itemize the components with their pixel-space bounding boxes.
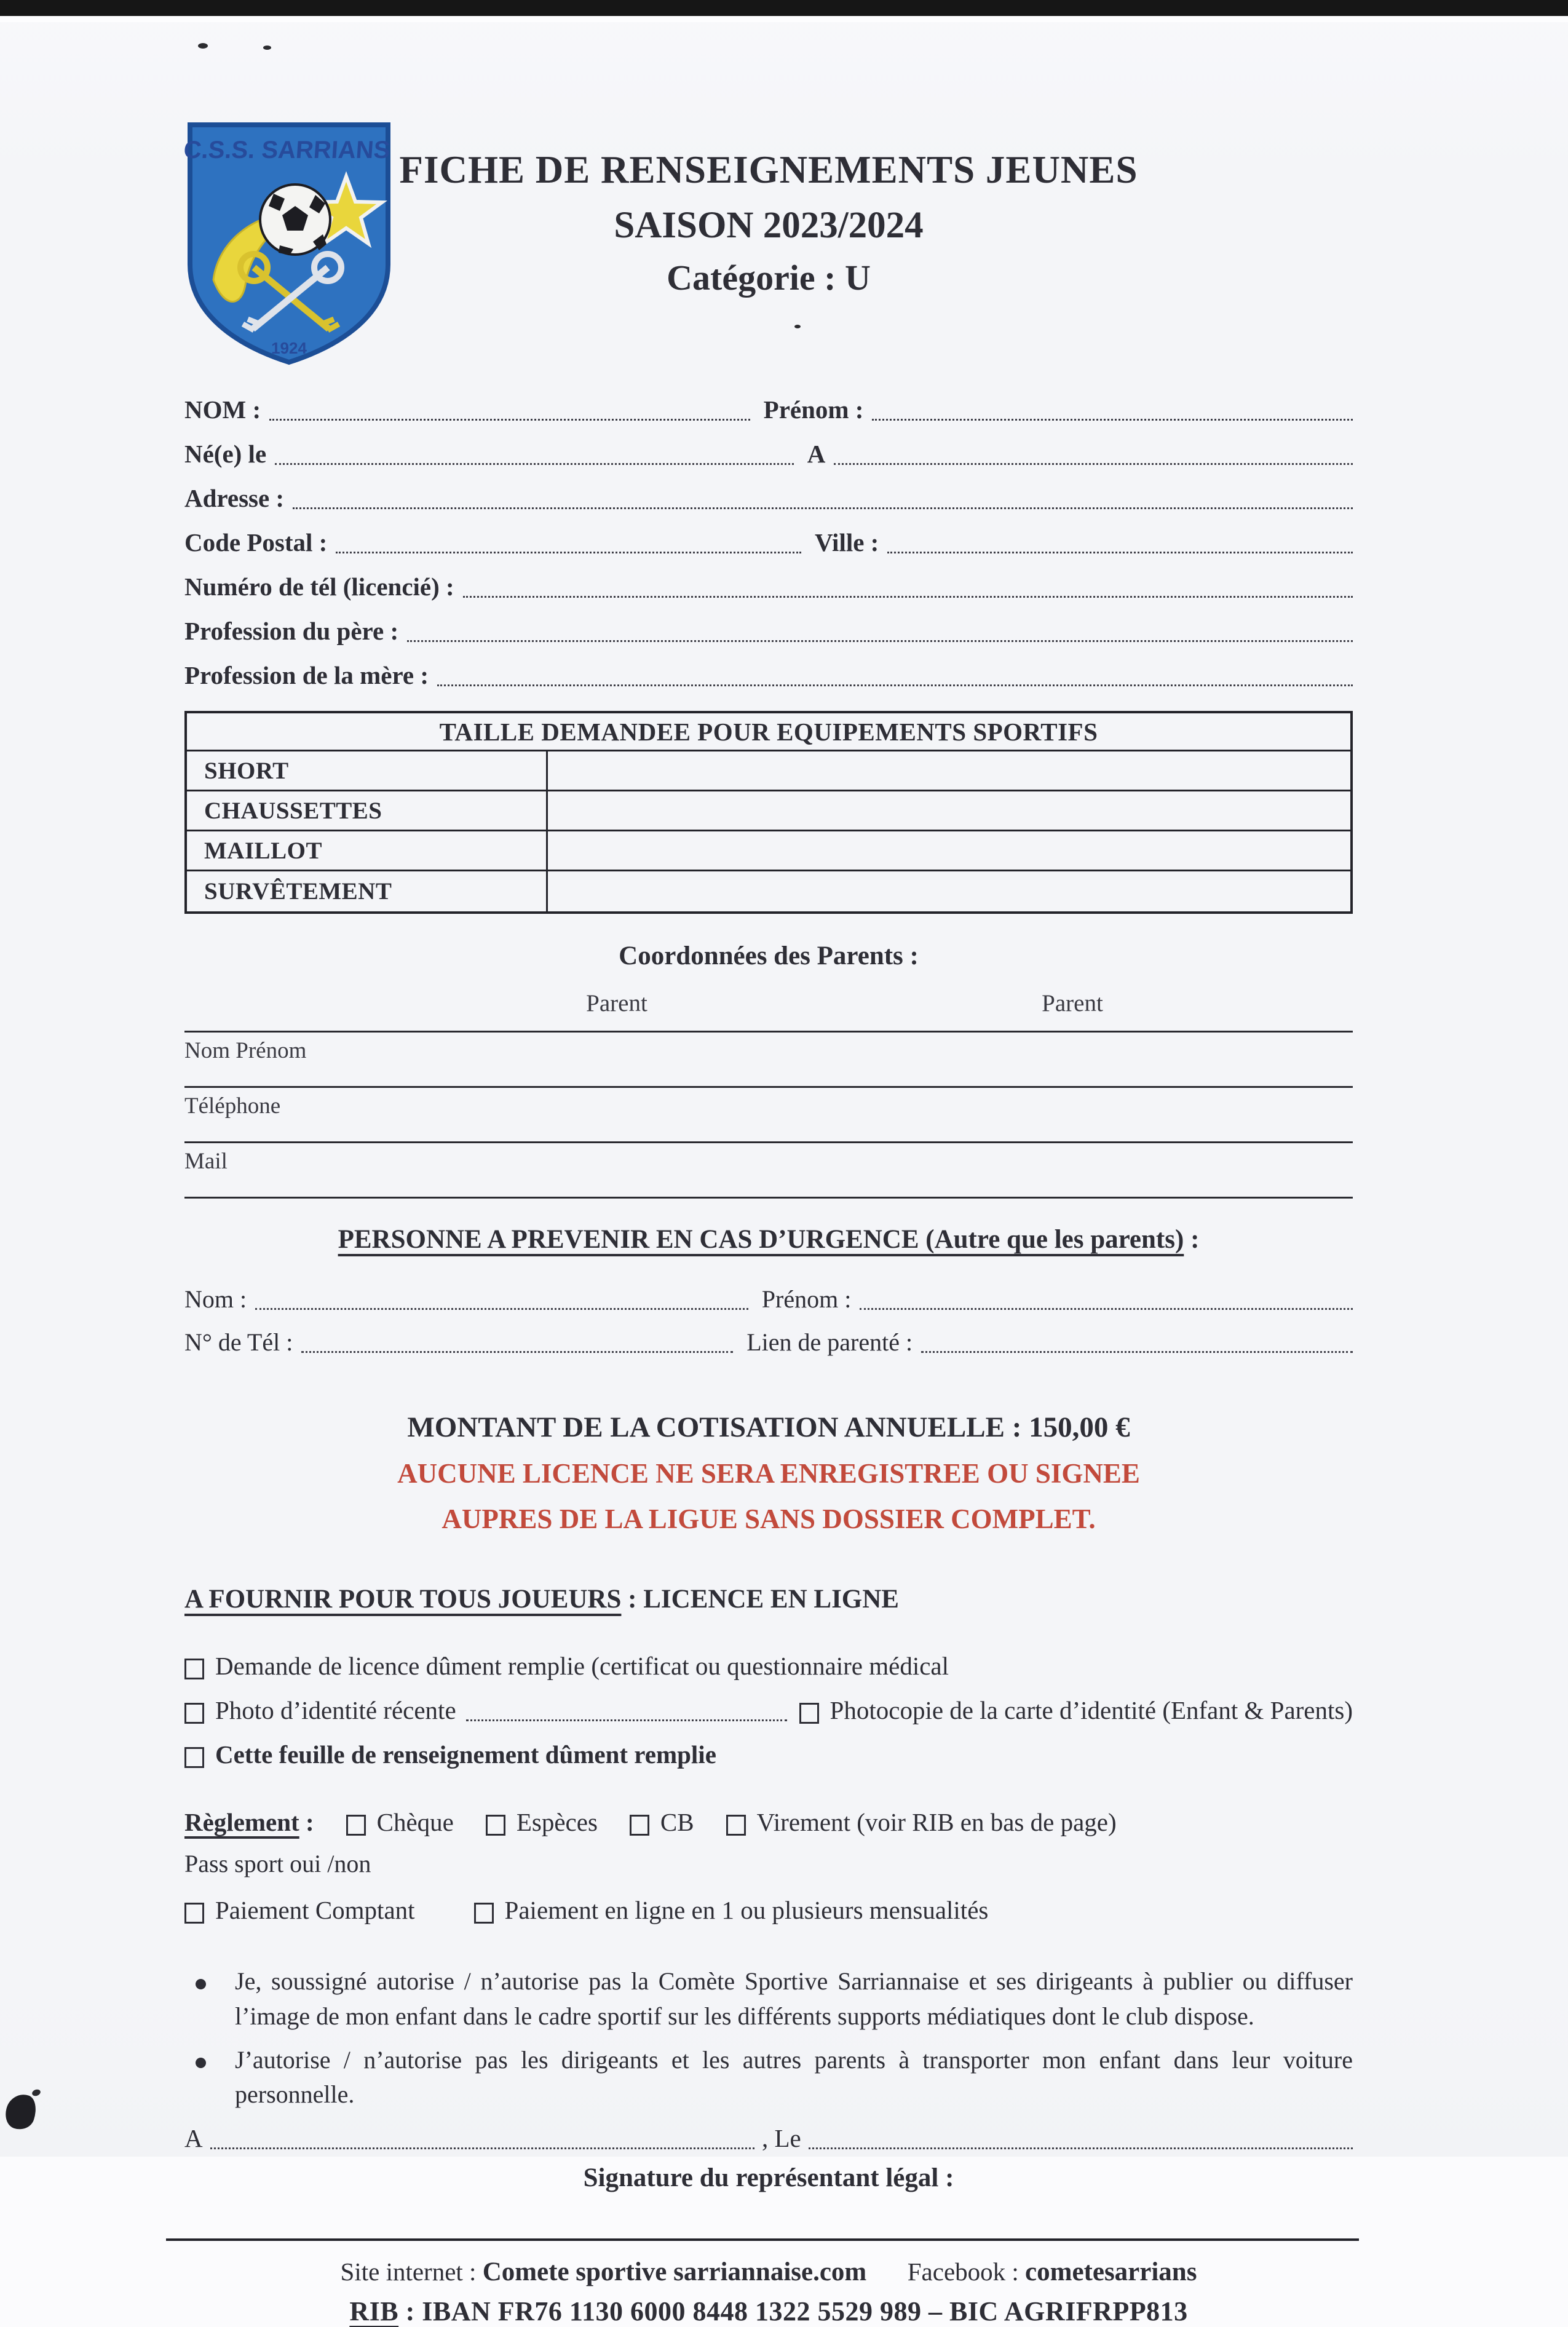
survetement-size-cell[interactable] bbox=[548, 871, 1350, 911]
row-emergency-nom bbox=[184, 1271, 1353, 1314]
parents-nom-label: Nom Prénom bbox=[184, 1038, 307, 1063]
le-label: , Le bbox=[761, 2124, 801, 2153]
parents-mail-label: Mail bbox=[184, 1149, 228, 1174]
cb-label: CB bbox=[660, 1808, 694, 1836]
authorization-image-bullet: Je, soussigné autorise / n’autorise pas la Comète Sportive Sarriannaise et ses dirigeants à publier ou diffuser l’image de mon enfant dans le cadre sportif sur les différents supports médiatiques dont le club dispose. bbox=[184, 1964, 1353, 2034]
ville-fill-line[interactable] bbox=[887, 525, 1353, 553]
parent2-column-header: Parent bbox=[1042, 990, 1103, 1017]
emergency-prenom-label: Prénom : bbox=[761, 1285, 852, 1313]
option-especes bbox=[486, 1807, 598, 1837]
prenom-fill-line[interactable] bbox=[872, 392, 1353, 421]
ville-label: Ville : bbox=[814, 528, 879, 557]
emergency-nom-fill-line[interactable] bbox=[255, 1282, 748, 1310]
documents-heading-suffix: : LICENCE EN LIGNE bbox=[621, 1585, 899, 1614]
code-postal-fill-line[interactable] bbox=[336, 525, 801, 553]
rib-label: RIB bbox=[349, 2296, 399, 2327]
cheque-label: Chèque bbox=[376, 1808, 454, 1836]
signature-label: Signature du représentant légal : bbox=[583, 2163, 954, 2193]
emergency-contact-section bbox=[184, 1224, 1353, 1357]
photo-item-label: Photo d’identité récente bbox=[215, 1696, 456, 1724]
authorizations-section bbox=[184, 1964, 1353, 2193]
option-comptant bbox=[184, 1895, 415, 1925]
nom-fill-line[interactable] bbox=[269, 392, 750, 421]
parents-section-title: Coordonnées des Parents : bbox=[619, 942, 919, 970]
feuille-item-label: Cette feuille de renseignement dûment remplie bbox=[215, 1740, 716, 1769]
facebook-handle[interactable]: cometesarrians bbox=[1025, 2258, 1197, 2287]
footer-rib-line bbox=[184, 2296, 1353, 2327]
parents-column-headers bbox=[184, 989, 1353, 1017]
checklist-item-feuille bbox=[184, 1740, 1353, 1769]
row-adresse bbox=[184, 475, 1353, 513]
cotisation-amount: MONTANT DE LA COTISATION ANNUELLE : 150,00 € bbox=[407, 1411, 1130, 1443]
parents-row-telephone[interactable] bbox=[184, 1086, 1353, 1141]
tel-licencie-fill-line[interactable] bbox=[463, 569, 1353, 598]
photo-checkbox[interactable] bbox=[184, 1703, 204, 1724]
row-tel bbox=[184, 563, 1353, 601]
site-url[interactable]: Comete sportive sarriannaise.com bbox=[482, 2258, 867, 2287]
checklist-item-photo bbox=[184, 1695, 1353, 1725]
option-cb bbox=[630, 1807, 694, 1837]
emergency-lien-fill-line[interactable] bbox=[921, 1325, 1353, 1353]
ne-le-label: Né(e) le bbox=[184, 440, 267, 468]
code-postal-label: Code Postal : bbox=[184, 528, 328, 557]
prenom-label: Prénom : bbox=[763, 395, 864, 424]
parents-row-nom[interactable] bbox=[184, 1031, 1353, 1086]
maillot-size-cell[interactable] bbox=[548, 831, 1350, 870]
row-label-chaussettes: CHAUSSETTES bbox=[187, 791, 548, 830]
option-virement bbox=[726, 1807, 1117, 1837]
emergency-nom-label: Nom : bbox=[184, 1285, 247, 1313]
cotisation-section bbox=[184, 1411, 1353, 1535]
emergency-lien-label: Lien de parenté : bbox=[746, 1328, 913, 1356]
documents-heading bbox=[184, 1584, 1353, 1614]
identity-section bbox=[184, 386, 1353, 690]
profession-pere-label: Profession du père : bbox=[184, 617, 399, 645]
form-season: SAISON 2023/2024 bbox=[614, 205, 924, 246]
reglement-label: Règlement : bbox=[184, 1808, 314, 1836]
site-label: Site internet : bbox=[340, 2258, 477, 2286]
cheque-checkbox[interactable] bbox=[346, 1815, 366, 1836]
form-title: FICHE DE RENSEIGNEMENTS JEUNES bbox=[399, 148, 1138, 191]
parents-table bbox=[184, 1031, 1353, 1199]
paiement-ligne-label: Paiement en ligne en 1 ou plusieurs mensualités bbox=[504, 1896, 989, 1924]
feuille-checkbox[interactable] bbox=[184, 1747, 204, 1768]
row-label-short: SHORT bbox=[187, 751, 548, 790]
row-prof-mere bbox=[184, 652, 1353, 690]
parent1-column-header: Parent bbox=[586, 990, 647, 1017]
row-lieu-date bbox=[184, 2123, 1353, 2153]
rib-value: : IBAN FR76 1130 6000 8448 1322 5529 989 – BIC AGRIFRPP813 bbox=[398, 2296, 1188, 2327]
chaussettes-size-cell[interactable] bbox=[548, 791, 1350, 830]
equipment-size-table bbox=[184, 711, 1353, 914]
adresse-label: Adresse : bbox=[184, 484, 285, 512]
license-warning-line2: AUPRES DE LA LIGUE SANS DOSSIER COMPLET. bbox=[441, 1504, 1096, 1534]
footer-divider bbox=[166, 2238, 1359, 2241]
emergency-section-title bbox=[184, 1224, 1353, 1255]
row-nom-prenom bbox=[184, 386, 1353, 424]
profession-pere-fill-line[interactable] bbox=[407, 614, 1353, 642]
short-size-cell[interactable] bbox=[548, 751, 1350, 790]
option-cheque bbox=[346, 1807, 454, 1837]
authorization-transport-bullet: J’autorise / n’autorise pas les dirigeants et les autres parents à transporter mon enfant dans leur voiture personnelle. bbox=[184, 2043, 1353, 2113]
table-row bbox=[187, 831, 1350, 871]
soccer-ball-icon bbox=[260, 184, 330, 255]
footer-links-line bbox=[184, 2257, 1353, 2287]
option-paiement-ligne bbox=[474, 1895, 989, 1925]
lieu-fill-line[interactable] bbox=[210, 2121, 754, 2149]
tel-licencie-label: Numéro de tél (licencié) : bbox=[184, 573, 454, 601]
photo-fill-line bbox=[466, 1697, 787, 1721]
parents-contact-section bbox=[184, 941, 1353, 1199]
ne-le-fill-line[interactable] bbox=[275, 437, 794, 465]
emergency-tel-label: N° de Tél : bbox=[184, 1328, 293, 1356]
comptant-label: Paiement Comptant bbox=[215, 1896, 415, 1924]
emergency-title-underlined: PERSONNE A PREVENIR EN CAS D’URGENCE (Autre que les parents) bbox=[338, 1225, 1184, 1254]
emergency-title-colon: : bbox=[1184, 1225, 1200, 1254]
equipment-table-title: TAILLE DEMANDEE POUR EQUIPEMENTS SPORTIFS bbox=[187, 713, 1350, 751]
row-naissance bbox=[184, 430, 1353, 469]
virement-label: Virement (voir RIB en bas de page) bbox=[756, 1808, 1117, 1836]
row-label-survetement: SURVÊTEMENT bbox=[187, 871, 548, 911]
license-warning-line1: AUCUNE LICENCE NE SERA ENREGISTREE OU SIGNEE bbox=[397, 1458, 1140, 1489]
licence-checkbox[interactable] bbox=[184, 1659, 204, 1679]
date-fill-line[interactable] bbox=[809, 2121, 1353, 2149]
especes-checkbox[interactable] bbox=[486, 1815, 505, 1836]
form-header bbox=[184, 0, 1353, 375]
parents-row-mail[interactable] bbox=[184, 1141, 1353, 1197]
row-cp-ville bbox=[184, 519, 1353, 557]
profession-mere-label: Profession de la mère : bbox=[184, 661, 429, 689]
nom-label: NOM : bbox=[184, 395, 261, 424]
checklist-item-licence bbox=[184, 1651, 1353, 1681]
especes-label: Espèces bbox=[516, 1808, 598, 1836]
row-emergency-tel bbox=[184, 1314, 1353, 1357]
profession-mere-fill-line[interactable] bbox=[437, 658, 1353, 686]
form-category: Catégorie : U bbox=[667, 258, 871, 298]
adresse-fill-line[interactable] bbox=[293, 481, 1353, 509]
emergency-tel-fill-line[interactable] bbox=[301, 1325, 733, 1353]
pass-sport-line: Pass sport oui /non bbox=[184, 1850, 371, 1877]
documents-heading-underlined: A FOURNIR POUR TOUS JOUEURS bbox=[184, 1585, 622, 1614]
cb-checkbox[interactable] bbox=[630, 1815, 649, 1836]
comptant-checkbox[interactable] bbox=[184, 1903, 204, 1924]
payment-section bbox=[184, 1807, 1353, 1925]
fait-a-label: A bbox=[184, 2124, 203, 2153]
licence-item-label: Demande de licence dûment remplie (certificat ou questionnaire médical bbox=[215, 1652, 949, 1680]
emergency-prenom-fill-line[interactable] bbox=[860, 1282, 1353, 1310]
table-row bbox=[187, 791, 1350, 831]
documents-section bbox=[184, 1584, 1353, 1769]
table-row bbox=[187, 751, 1350, 791]
photocopie-checkbox[interactable] bbox=[799, 1703, 819, 1724]
photocopie-item-label: Photocopie de la carte d’identité (Enfant & Parents) bbox=[830, 1696, 1353, 1724]
lieu-naissance-fill-line[interactable] bbox=[834, 437, 1353, 465]
parents-telephone-label: Téléphone bbox=[184, 1093, 281, 1119]
row-prof-pere bbox=[184, 608, 1353, 646]
paiement-ligne-checkbox[interactable] bbox=[474, 1903, 494, 1924]
virement-checkbox[interactable] bbox=[726, 1815, 746, 1836]
a-label: A bbox=[807, 440, 826, 468]
table-row bbox=[187, 871, 1350, 911]
facebook-label: Facebook : bbox=[907, 2258, 1019, 2286]
crest-year: 1924 bbox=[271, 339, 307, 357]
row-label-maillot: MAILLOT bbox=[187, 831, 548, 870]
club-crest-logo bbox=[181, 120, 397, 366]
crest-club-name: C.S.S. SARRIANS bbox=[183, 137, 391, 164]
